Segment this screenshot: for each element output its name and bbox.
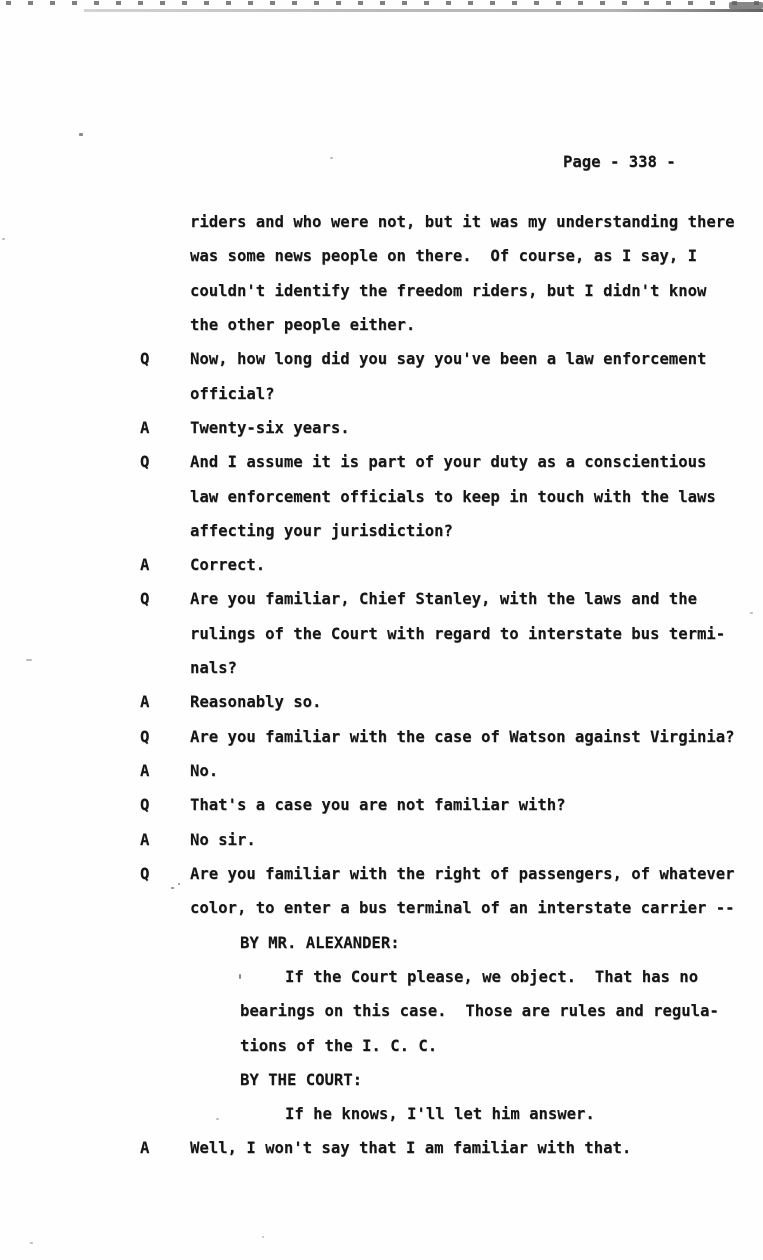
- speaker-marker: Q: [140, 864, 150, 883]
- transcript-line-text: affecting your jurisdiction?: [190, 521, 453, 540]
- transcript-line: [140, 624, 753, 658]
- transcript-line: [140, 1138, 753, 1172]
- transcript-line: [140, 281, 753, 315]
- transcript-line-text: bearings on this case. Those are rules and regula-: [240, 1002, 719, 1021]
- transcript-line: [140, 1001, 753, 1035]
- transcript-line-text: No sir.: [190, 830, 256, 849]
- speaker-marker: A: [140, 1139, 150, 1158]
- transcript-line: [140, 933, 753, 967]
- speaker-marker: A: [140, 556, 150, 575]
- transcript-line-text: riders and who were not, but it was my understanding there: [190, 213, 735, 231]
- transcript-line: [140, 521, 753, 555]
- scan-speck: [330, 157, 333, 159]
- transcript-line: [140, 555, 753, 589]
- scan-speck: [79, 133, 83, 136]
- scan-speck: [216, 1118, 219, 1120]
- transcript-line-text: BY THE COURT:: [240, 1070, 363, 1089]
- transcript-line-text: law enforcement officials to keep in touch with the laws: [190, 487, 716, 506]
- transcript-line: [140, 692, 753, 726]
- scan-corner-blob: [729, 2, 763, 9]
- transcript-line-text: color, to enter a bus terminal of an interstate carrier --: [190, 899, 735, 918]
- scan-speck: [26, 659, 32, 661]
- transcript-line: [140, 727, 753, 761]
- speaker-marker: Q: [140, 727, 150, 746]
- transcript-line: [140, 384, 753, 418]
- scan-speck: [30, 1242, 33, 1244]
- transcript-line-text: If he knows, I'll let him answer.: [285, 1105, 595, 1124]
- scan-speck: [2, 238, 5, 240]
- transcript-line-text: If the Court please, we object. That has no: [285, 967, 699, 986]
- transcript-line-text: Are you familiar, Chief Stanley, with the laws and the: [190, 590, 697, 609]
- transcript-line-text: tions of the I. C. C.: [240, 1036, 438, 1055]
- speaker-marker: Q: [140, 453, 150, 472]
- speaker-marker: A: [140, 762, 150, 780]
- transcript-line-text: And I assume it is part of your duty as a conscientious: [190, 453, 707, 472]
- transcript-line-text: was some news people on there. Of course, as I say, I: [190, 247, 697, 266]
- transcript-line-text: Twenty-six years.: [190, 418, 350, 437]
- speaker-marker: A: [140, 418, 150, 437]
- scan-edge-smudge-line: [84, 9, 763, 12]
- transcript-line: [140, 487, 753, 521]
- transcript-line: [140, 795, 753, 829]
- transcript-line: [140, 418, 753, 452]
- transcript-line-text: the other people either.: [190, 315, 416, 334]
- transcript-line-text: Well, I won't say that I am familiar with that.: [190, 1139, 632, 1158]
- speaker-marker: Q: [140, 590, 150, 609]
- transcript-line: [140, 589, 753, 623]
- transcript-line: [140, 1036, 753, 1070]
- transcript-line-text: rulings of the Court with regard to interstate bus termi-: [190, 624, 726, 643]
- transcript-line: [140, 452, 753, 486]
- transcript-line-text: nals?: [190, 659, 237, 678]
- transcript-line-text: No.: [190, 762, 219, 780]
- transcript-line: [140, 349, 753, 383]
- transcript-line: [140, 864, 753, 898]
- transcript-line: [140, 658, 753, 692]
- speaker-marker: A: [140, 693, 150, 712]
- transcript-line-text: couldn't identify the freedom riders, but I didn't know: [190, 281, 707, 300]
- page-number-header: Page - 338 -: [563, 153, 676, 171]
- transcript-line-text: BY MR. ALEXANDER:: [240, 933, 400, 952]
- scan-speck: [750, 612, 753, 614]
- speaker-marker: Q: [140, 796, 150, 815]
- transcript-line: [140, 1104, 753, 1138]
- transcript-line-text: official?: [190, 384, 275, 403]
- speaker-marker: Q: [140, 350, 150, 369]
- transcript-line-text: Correct.: [190, 556, 266, 575]
- transcript-line: [140, 830, 753, 864]
- scan-speck: [178, 883, 180, 885]
- transcript-line: [140, 761, 753, 795]
- transcript-line: [140, 246, 753, 280]
- transcript-line: [140, 898, 753, 932]
- speaker-marker: A: [140, 830, 150, 849]
- scan-speck: [171, 887, 174, 889]
- transcript-body: [140, 212, 753, 1173]
- transcript-line: [140, 315, 753, 349]
- scan-edge-dashes: [6, 1, 761, 5]
- transcript-line-text: Reasonably so.: [190, 693, 322, 712]
- transcript-line-text: Are you familiar with the right of passengers, of whatever: [190, 864, 735, 883]
- transcript-line: [140, 212, 753, 246]
- transcript-line-text: Are you familiar with the case of Watson against Virginia?: [190, 727, 735, 746]
- transcript-line: [140, 967, 753, 1001]
- transcript-line-text: That's a case you are not familiar with?: [190, 796, 566, 815]
- scan-speck: [239, 974, 241, 979]
- transcript-line-text: Now, how long did you say you've been a law enforcement: [190, 350, 707, 369]
- scan-speck: [262, 1236, 264, 1238]
- transcript-line: [140, 1070, 753, 1104]
